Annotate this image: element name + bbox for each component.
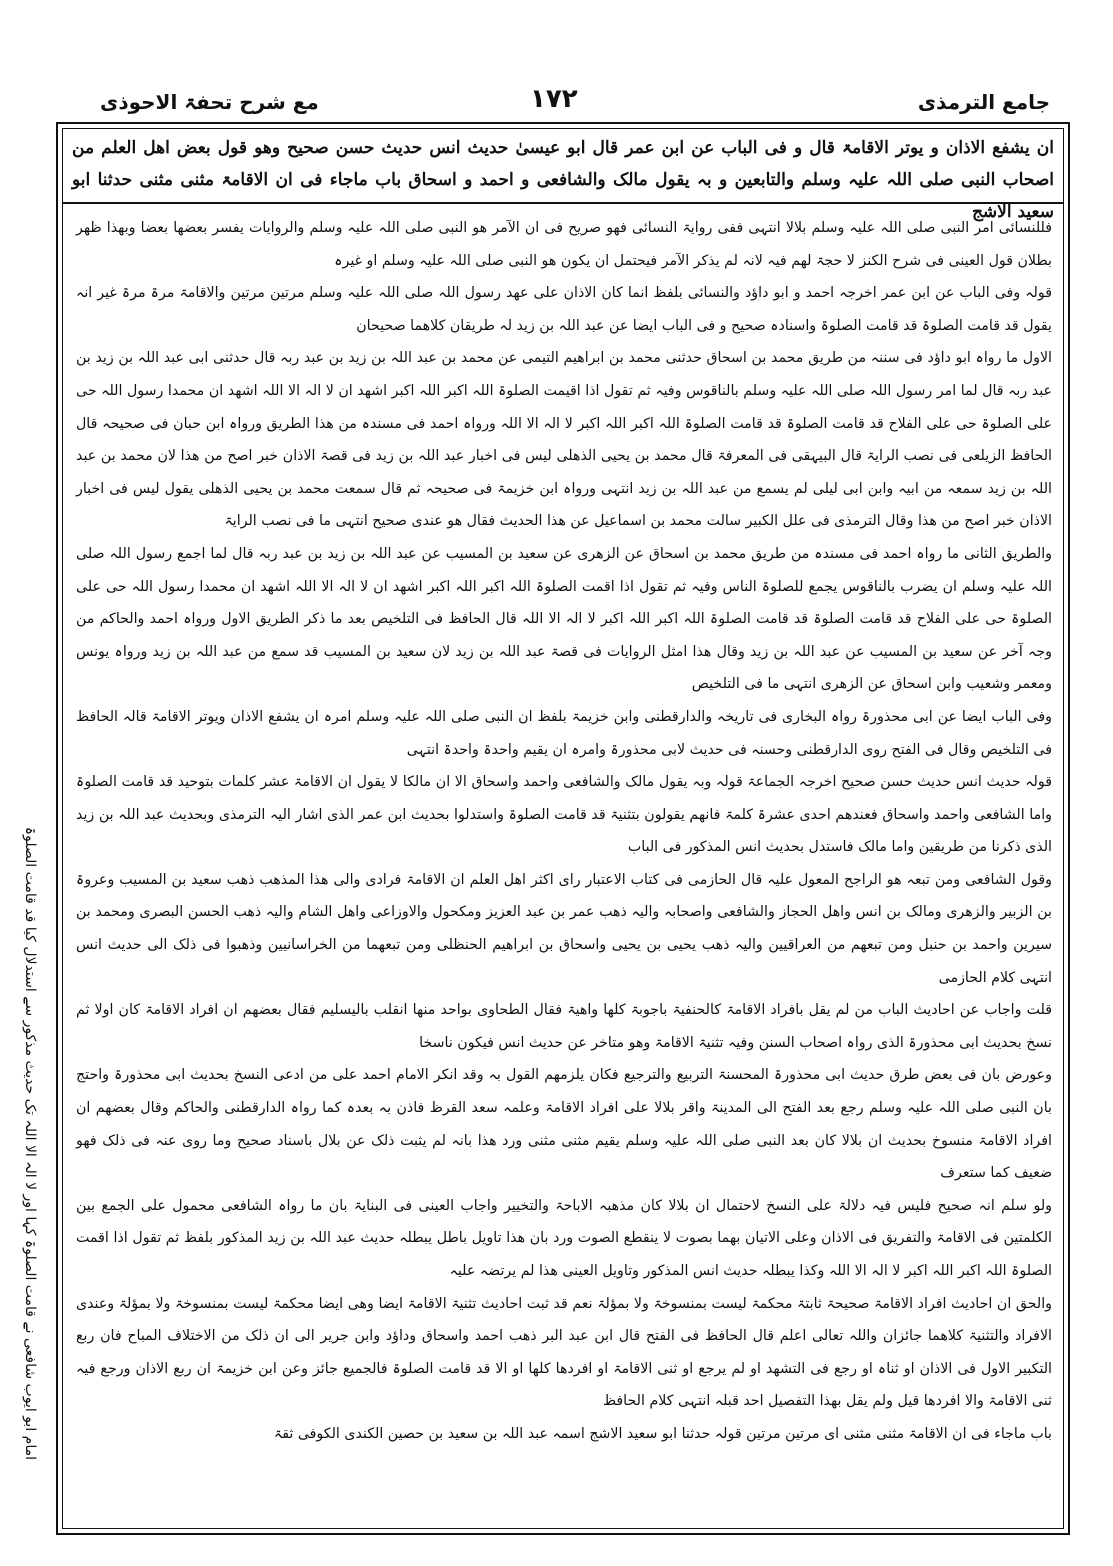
page-number: ١٧٢	[530, 84, 578, 114]
margin-note-text: امام ابو ایوب شافعی نے قامت الصلوۃ کہا اور لا الہ الا اللہ تک حدیث مذکور سے استدلال کیا قد قامت الصلوۃ	[22, 826, 38, 1460]
page-header	[60, 82, 1060, 122]
commentary-paragraph: الاول ما رواہ ابو داؤد فی سننہ من طریق محمد بن اسحاق حدثنی محمد بن ابراھیم التیمی عن محمد بن عبد اللہ بن زید بن عبد ربہ قال حدثنی ابی عبد اللہ بن زید بن عبد ربہ قال لما امر رسول اللہ صلی اللہ علیہ وسلم بالناقوس وفیہ ثم تقول اذا اقیمت الصلوۃ اللہ اکبر اللہ اکبر اشھد ان لا الہ الا اللہ اشھد ان محمدا رسول اللہ حی علی الصلوۃ حی علی الفلاح قد قامت الصلوۃ قد قامت الصلوۃ اللہ اکبر اللہ اکبر لا الہ الا اللہ ورواہ احمد فی مسندہ من ھذا الطریق ورواہ ابن حبان فی صحیحہ قال الحافظ الزیلعی فی نصب الرایۃ قال البیہقی فی المعرفۃ قال محمد بن یحیی الذھلی لیس فی اخبار عبد اللہ بن زید فی قصۃ الاذان خبر اصح من ھذا لان محمد بن عبد اللہ بن زید سمعہ من ابیہ وابن ابی لیلی لم یسمع من عبد اللہ بن زید انتہی ورواہ ابن خزیمۃ فی صحیحہ ثم قال سمعت محمد بن یحیی الذھلی یقول لیس فی اخبار الاذان خبر اصح من ھذا وقال الترمذی فی علل الکبیر سالت محمد بن اسماعیل عن ھذا الحدیث فقال ھو عندی صحیح انتہی ما فی نصب الرایۃ	[76, 350, 1052, 530]
margin-note	[8, 400, 48, 1460]
commentary-paragraph: قلت واجاب عن احادیث الباب من لم یقل بافراد الاقامۃ کالحنفیۃ باجوبۃ کلھا واھیۃ فقال الطحاوی بواحد منھا انقلب بالیسلیم فقال بعضھم ان افراد الاقامۃ کان اولا ثم نسخ بحدیث ابی محذورۃ الذی رواہ اصحاب السنن وفیہ تثنیۃ الاقامۃ وھو متاخر عن حدیث انس فیکون ناسخا	[76, 1002, 1052, 1051]
hadith-text: ان یشفع الاذان و یوتر الاقامۃ قال و فی الباب عن ابن عمر قال ابو عیسیٰ حدیث انس حدیث حسن صحیح وھو قول بعض اھل العلم من اصحاب النبی صلی اللہ علیہ وسلم والتابعین و بہ یقول مالک والشافعی و احمد و اسحاق باب ماجاء فی ان الاقامۃ مثنی مثنی حدثنا ابو سعید الاشج	[62, 128, 1064, 204]
commentary-paragraph: ولو سلم انہ صحیح فلیس فیہ دلالۃ علی النسخ لاحتمال ان بلالا کان مذھبہ الاباحۃ والتخییر واجاب العینی فی البنایۃ بان ما رواہ الشافعی محمول علی الجمع بین الکلمتین فی الاقامۃ والتفریق فی الاذان وعلی الاتیان بھما بصوت لا ینقطع الصوت ورد بان ھذا تاویل باطل یبطلہ حدیث عبد اللہ بن زید المذکور بلفظ ثم تقول اذا اقمت الصلوۃ اللہ اکبر اللہ اکبر لا الہ الا اللہ وکذا یبطلہ حدیث انس المذکور وتاویل العینی ھذا لم یرتضہ علیہ	[76, 1197, 1052, 1279]
commentary-paragraph: وقول الشافعی ومن تبعہ ھو الراجح المعول علیہ قال الحازمی فی کتاب الاعتبار رای اکثر اھل العلم ان الاقامۃ فرادی والی ھذا المذھب ذھب سعید بن المسیب وعروۃ بن الزبیر والزھری ومالک بن انس واھل الحجاز والشافعی واصحابہ والیہ ذھب عمر بن عبد العزیز ومکحول والاوزاعی واھل الشام والیہ ذھب الحسن البصری ومحمد بن سیرین واحمد بن حنبل ومن تبعھم من العراقیین والیہ ذھب یحیی بن یحیی واسحاق بن ابراھیم الحنظلی ومن تبعھما من الخراسانیین وذھبوا فی ذلک الی حدیث انس انتہی کلام الحازمی	[76, 871, 1052, 986]
commentary-paragraph: قولہ حدیث انس حدیث حسن صحیح اخرجہ الجماعۃ قولہ وبہ یقول مالک والشافعی واحمد واسحاق الا ان مالکا لا یقول ان الاقامۃ عشر کلمات بتوحید قد قامت الصلوۃ واما الشافعی واحمد واسحاق فعندھم احدی عشرۃ کلمۃ فانھم یقولون بتثنیۃ قد قامت الصلوۃ واستدلوا بحدیث ابن عمر الذی اشار الیہ الترمذی وبحدیث عبد اللہ بن زید الذی ذکرنا من طریقین واما مالک فاستدل بحدیث انس المذکور فی الباب	[76, 774, 1052, 856]
commentary-paragraph: فللنسائی امر النبی صلی اللہ علیہ وسلم بلالا انتہی ففی روایۃ النسائی فھو صریح فی ان الآمر ھو النبی صلی اللہ علیہ وسلم والروایات یفسر بعضھا بعضا وبھذا ظھر بطلان قول العینی فی شرح الکنز لا حجۃ لھم فیہ لانہ لم یذکر الآمر فیحتمل ان یکون ھو النبی صلی اللہ علیہ وسلم او غیرہ	[76, 220, 1052, 269]
commentary-paragraph: وفی الباب ایضا عن ابی محذورۃ رواہ البخاری فی تاریخہ والدارقطنی وابن خزیمۃ بلفظ ان النبی صلی اللہ علیہ وسلم امرہ ان یشفع الاذان ویوتر الاقامۃ قالہ الحافظ فی التلخیص وقال فی الفتح روی الدارقطنی وحسنہ فی حدیث لابی محذورۃ وامرہ ان یقیم واحدۃ واحدۃ انتہی	[76, 708, 1052, 758]
book-title: جامع الترمذی	[917, 90, 1050, 114]
commentary-paragraph: والطریق الثانی ما رواہ احمد فی مسندہ من طریق محمد بن اسحاق عن الزھری عن سعید بن المسیب عن عبد اللہ بن زید بن عبد ربہ قال لما اجمع رسول اللہ صلی اللہ علیہ وسلم ان یضرب بالناقوس یجمع للصلوۃ الناس وفیہ ثم تقول اذا اقمت الصلوۃ اللہ اکبر اللہ اکبر اشھد ان لا الہ الا اللہ اشھد ان محمدا رسول اللہ حی علی الصلوۃ حی علی الفلاح قد قامت الصلوۃ قد قامت الصلوۃ اللہ اکبر اللہ اکبر لا الہ الا اللہ قال الحافظ فی التلخیص بعد ما ذکر الطریق الاول ورواہ احمد والحاکم من وجہ آخر عن سعید بن المسیب عن عبد اللہ بن زید وقال ھذا امثل الروایات فی قصۃ عبد اللہ بن زید لان سعید بن المسیب قد سمع من عبد اللہ بن زید ورواہ یونس ومعمر وشعیب وابن اسحاق عن الزھری انتہی ما فی التلخیص	[76, 545, 1052, 693]
commentary-paragraph: وعورض بان فی بعض طرق حدیث ابی محذورۃ المحسنۃ التربیع والترجیع فکان یلزمھم القول بہ وقد انکر الامام احمد علی من ادعی النسخ بحدیث ابی محذورۃ واحتج بان النبی صلی اللہ علیہ وسلم رجع بعد الفتح الی المدینۃ واقر بلالا علی افراد الاقامۃ وعلمہ سعد القرظ فاذن بہ بعدہ کما رواہ الدارقطنی والحاکم وقال بعضھم ان افراد الاقامۃ منسوخ بحدیث ان بلالا کان بعد النبی صلی اللہ علیہ وسلم یقیم مثنی مثنی ورد ھذا بانہ لم یثبت ذلک عن بلال باسناد صحیح وما روی عنہ فی ذلک فھو ضعیف کما ستعرف	[76, 1067, 1052, 1182]
commentary-paragraph: والحق ان احادیث افراد الاقامۃ صحیحۃ ثابتۃ محکمۃ لیست بمنسوخۃ ولا بمؤلۃ نعم قد ثبت احادیث تثنیۃ الاقامۃ ایضا وھی ایضا محکمۃ لیست بمنسوخۃ ولا بمؤلۃ وعندی الافراد والتثنیۃ کلاھما جائزان واللہ تعالی اعلم قال الحافظ فی الفتح قال ابن عبد البر ذھب احمد واسحاق وداؤد وابن جریر الی ان ذلک من الاختلاف المباح فان ربع التکبیر الاول فی الاذان او ثناہ او رجع فی التشھد او لم یرجع او ثنی الاقامۃ او افردھا کلھا او الا قد قامت الصلوۃ فالجمیع جائز وعن ابن خزیمۃ ان ربع الاذان ورجع فیہ ثنی الاقامۃ والا افردھا قیل ولم یقل بھذا التفصیل احد قبلہ انتہی کلام الحافظ	[76, 1295, 1052, 1410]
commentary-paragraph: باب ماجاء فی ان الاقامۃ مثنی مثنی ای مرتین مرتین قولہ حدثنا ابو سعید الاشج اسمہ عبد اللہ بن سعید بن حصین الکندی الکوفی ثقۃ	[273, 1425, 1052, 1442]
commentary-body	[66, 208, 1062, 1528]
commentary-paragraph: قولہ وفی الباب عن ابن عمر اخرجہ احمد و ابو داؤد والنسائی بلفظ انما کان الاذان علی عھد رسول اللہ صلی اللہ علیہ وسلم مرتین مرتین والاقامۃ مرۃ مرۃ غیر انہ یقول قد قامت الصلوۃ قد قامت الصلوۃ واسنادہ صحیح و فی الباب ایضا عن عبد اللہ بن زید لہ طریقان کلاھما صحیحان	[76, 285, 1052, 334]
commentary-title: مع شرح تحفۃ الاحوذی	[100, 90, 319, 114]
